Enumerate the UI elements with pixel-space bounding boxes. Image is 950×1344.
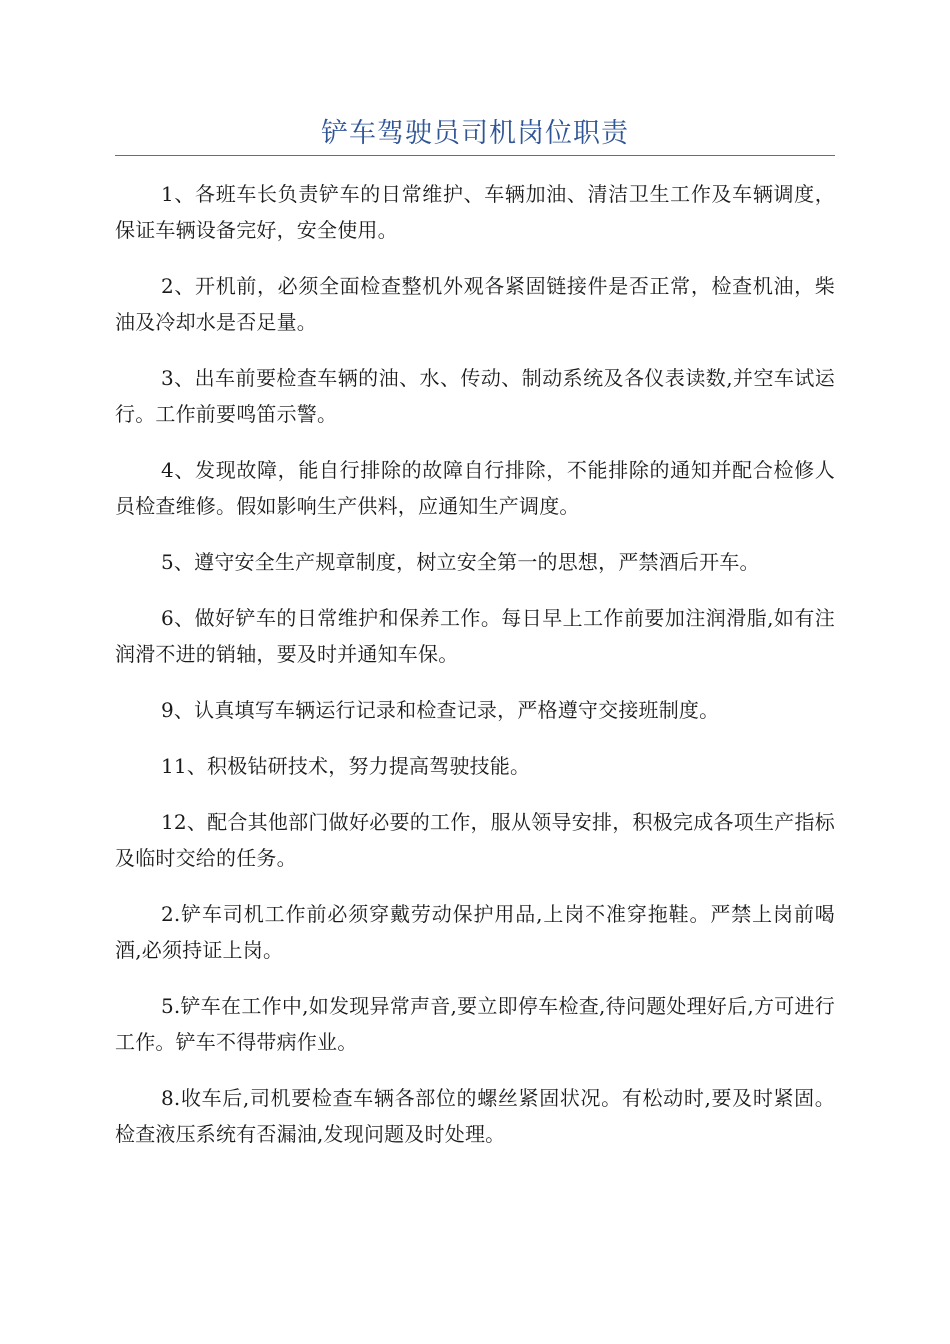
title-underline — [115, 155, 835, 156]
paragraph-safety-5: 5.铲车在工作中,如发现异常声音,要立即停车检查,待问题处理好后,方可进行工作。铲车不得带病作业。 — [115, 994, 835, 1054]
document-title: 铲车驾驶员司机岗位职责 — [321, 118, 629, 149]
paragraph-5: 5、遵守安全生产规章制度，树立安全第一的思想，严禁酒后开车。 — [161, 550, 760, 574]
paragraph-safety-2: 2.铲车司机工作前必须穿戴劳动保护用品,上岗不准穿拖鞋。严禁上岗前喝酒,必须持证上岗。 — [115, 902, 835, 962]
paragraph-4: 4、发现故障，能自行排除的故障自行排除，不能排除的通知并配合检修人员检查维修。假如影响生产供料，应通知生产调度。 — [115, 458, 835, 518]
paragraph-safety-8: 8.收车后,司机要检查车辆各部位的螺丝紧固状况。有松动时,要及时紧固。检查液压系统有否漏油,发现问题及时处理。 — [115, 1086, 835, 1146]
paragraph-11: 11、积极钻研技术，努力提高驾驶技能。 — [161, 754, 531, 778]
paragraph-2: 2、开机前，必须全面检查整机外观各紧固链接件是否正常，检查机油，柴油及冷却水是否足量。 — [115, 274, 835, 334]
paragraph-12: 12、配合其他部门做好必要的工作，服从领导安排，积极完成各项生产指标及临时交给的任务。 — [115, 810, 835, 870]
paragraph-3: 3、出车前要检查车辆的油、水、传动、制动系统及各仪表读数,并空车试运行。工作前要鸣笛示警。 — [115, 366, 835, 426]
paragraph-9: 9、认真填写车辆运行记录和检查记录，严格遵守交接班制度。 — [161, 698, 720, 722]
paragraph-1: 1、各班车长负责铲车的日常维护、车辆加油、清洁卫生工作及车辆调度，保证车辆设备完好，安全使用。 — [115, 182, 835, 242]
paragraph-6: 6、做好铲车的日常维护和保养工作。每日早上工作前要加注润滑脂,如有注润滑不进的销轴，要及时并通知车保。 — [115, 606, 835, 666]
document-body — [115, 176, 835, 1172]
